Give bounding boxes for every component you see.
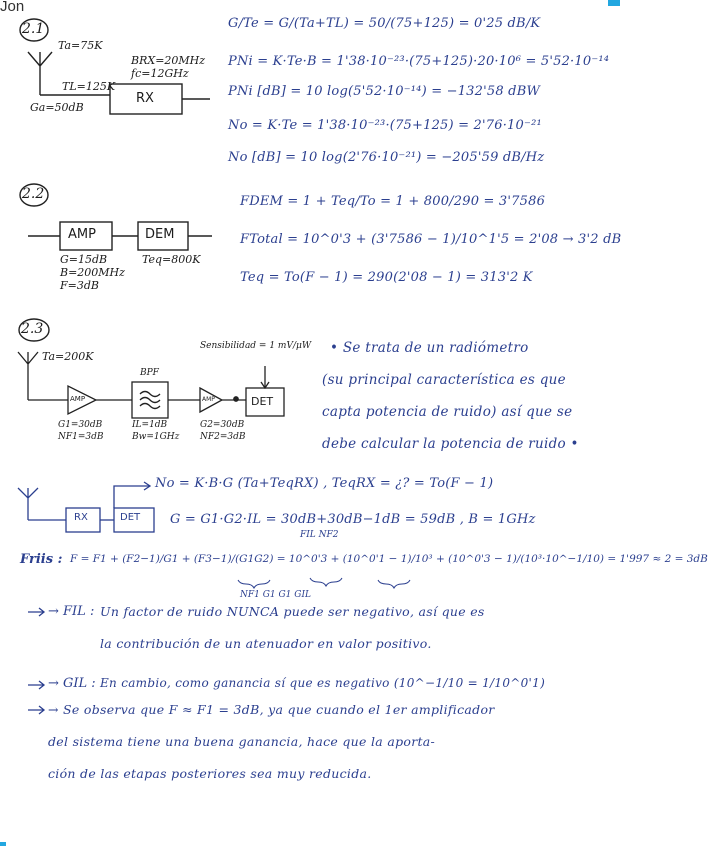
- antenna-gain-label: Ga=50dB: [30, 101, 84, 114]
- eq-pni: PNi = K·Te·B = 1'38·10⁻²³·(75+125)·20·10⁶ = 5'52·10⁻¹⁴: [228, 54, 610, 69]
- amp-gain-label: G=15dB: [60, 253, 108, 266]
- rx-small-label: RX: [74, 512, 88, 523]
- eq-no-radiometer: No = K·B·G (Ta+TeqRX) , TeqRX = ¿? = To(F − 1): [155, 476, 494, 491]
- amp2-label: AMP: [202, 396, 215, 403]
- bullet-gil-title: → GIL :: [48, 676, 96, 691]
- eq-teq: Teq = To(F − 1) = 290(2'08 − 1) = 313'2 K: [240, 270, 533, 285]
- dem-teq-label: Teq=800K: [142, 253, 201, 266]
- eq-no-db: No [dB] = 10 log(2'76·10⁻²¹) = −205'59 dB/Hz: [228, 150, 545, 165]
- il-label: IL=1dB: [132, 420, 168, 430]
- dem-box-label: DEM: [145, 227, 175, 242]
- bullet-obs-line-1: → Se observa que F ≈ F1 = 3dB, ya que cuando el 1er amplificador: [48, 702, 495, 717]
- note-line-3: capta potencia de ruido) así que se: [322, 404, 573, 420]
- bullet-fil-title: → FIL :: [48, 604, 95, 619]
- friis-equation: F = F1 + (F2−1)/G1 + (F3−1)/(G1G2) = 10^0'3 + (10^0'1 − 1)/10³ + (10^0'3 − 1)/(10³·10^−1/10) = 1'997 ≈ 2 = 3dB: [70, 553, 708, 565]
- author-label: Jon: [0, 0, 25, 15]
- amp1-label: AMP: [70, 395, 86, 403]
- note-line-1: • Se trata de un radiómetro: [330, 340, 529, 356]
- nf1-label: NF1=3dB: [58, 432, 104, 442]
- bullet-obs-line-2: del sistema tiene una buena ganancia, hace que la aporta-: [48, 734, 436, 749]
- friis-under-label: NF1 G1 G1 GIL: [240, 590, 311, 600]
- g1-label: G1=30dB: [58, 420, 103, 430]
- det-box-label: DET: [251, 395, 274, 408]
- eq-pni-db: PNi [dB] = 10 log(5'52·10⁻¹⁴) = −132'58 dBW: [228, 84, 541, 99]
- carrier-label: fc=12GHz: [131, 67, 189, 80]
- det-small-label: DET: [120, 512, 141, 523]
- note-line-2: (su principal característica es que: [322, 372, 566, 388]
- section-label-2-3: 2.3: [21, 321, 44, 337]
- section-label-2-1: 2.1: [22, 21, 45, 37]
- eq-f-total: FTotal = 10^0'3 + (3'7586 − 1)/10^1'5 = 2'08 → 3'2 dB: [240, 232, 622, 247]
- bullet-obs-line-3: ción de las etapas posteriores sea muy reducida.: [48, 766, 372, 781]
- bpf-label: BPF: [140, 368, 159, 378]
- antenna-temp-2-3: Ta=200K: [42, 350, 94, 363]
- g2-label: G2=30dB: [200, 420, 245, 430]
- bullet-fil-line-1: Un factor de ruido NUNCA puede ser negativo, así que es: [100, 604, 485, 619]
- eq-f-dem: FDEM = 1 + Teq/To = 1 + 800/290 = 3'7586: [240, 194, 546, 209]
- note-line-4: debe calcular la potencia de ruido •: [322, 436, 579, 452]
- friis-label: Friis :: [20, 552, 63, 567]
- bullet-gil-line-1: En cambio, como ganancia sí que es negativo (10^−1/10 = 1/10^0'1): [100, 676, 546, 690]
- section-label-2-2: 2.2: [22, 186, 45, 202]
- amp-bw-label: B=200MHz: [60, 266, 125, 279]
- sensitivity-label: Sensibilidad = 1 mV/μW: [200, 341, 312, 351]
- line-temp-label: TL=125K: [62, 80, 116, 93]
- amp-box-label: AMP: [68, 227, 96, 242]
- friis-over-label: FIL NF2: [300, 530, 339, 540]
- eq-gain: G = G1·G2·IL = 30dB+30dB−1dB = 59dB , B = 1GHz: [170, 512, 536, 527]
- eq-no: No = K·Te = 1'38·10⁻²³·(75+125) = 2'76·10⁻²¹: [228, 118, 542, 133]
- nf2-label: NF2=3dB: [200, 432, 246, 442]
- eq-g-te: G/Te = G/(Ta+TL) = 50/(75+125) = 0'25 dB/K: [228, 16, 541, 31]
- antenna-temp-label: Ta=75K: [58, 39, 103, 52]
- rx-box-label: RX: [136, 91, 154, 106]
- amp-nf-label: F=3dB: [60, 279, 99, 292]
- bullet-fil-line-2: la contribución de un atenuador en valor positivo.: [100, 636, 432, 651]
- corner-mark-bottom: [0, 842, 6, 846]
- bw-label: Bw=1GHz: [132, 432, 180, 442]
- bandwidth-label: BRX=20MHz: [131, 54, 206, 67]
